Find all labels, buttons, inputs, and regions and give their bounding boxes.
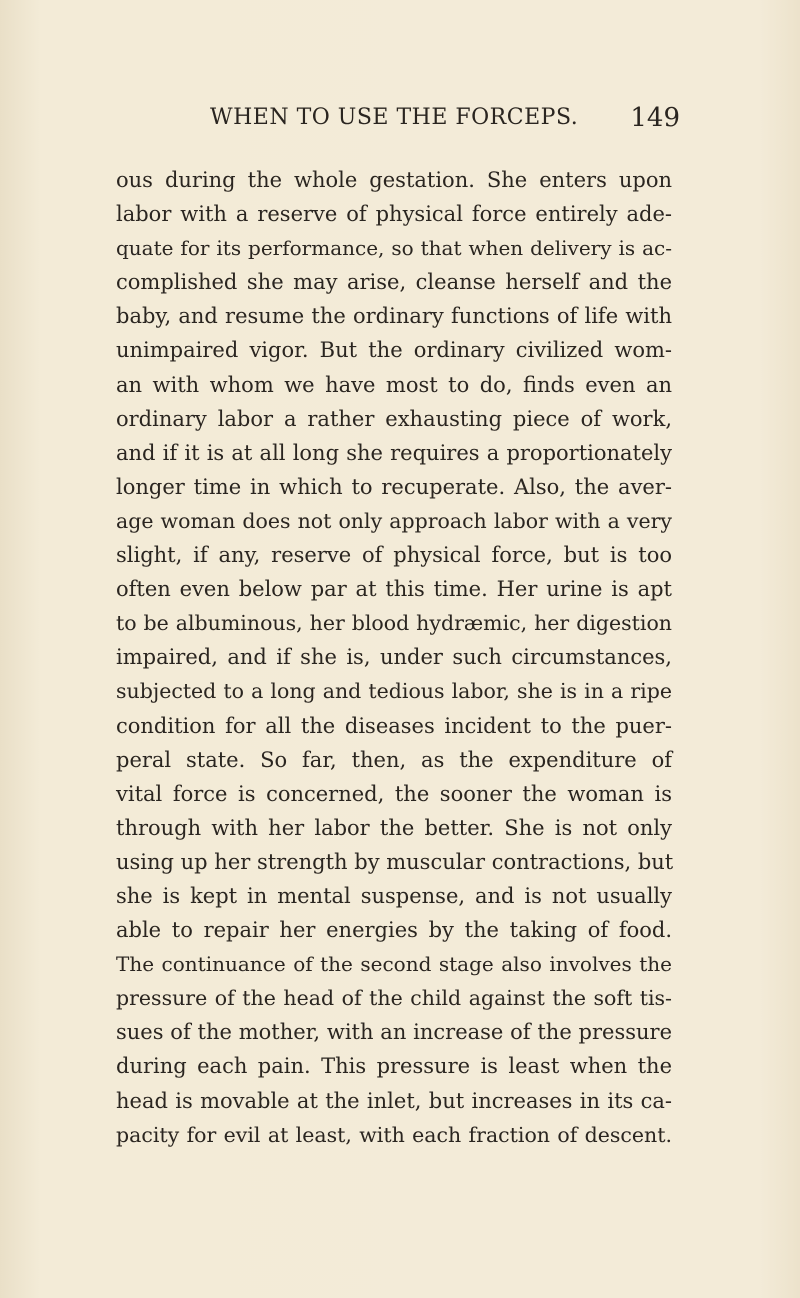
text-line: using up her strength by muscular contractions, but (116, 849, 674, 874)
text-line: pacity for evil at least, with each fraction of descent. (116, 1122, 672, 1147)
text-line: through with her labor the better. She is not only (116, 815, 672, 840)
text-line: an with whom we have most to do, finds even an (116, 372, 672, 397)
text-line: The continuance of the second stage also involves the (116, 952, 672, 977)
text-line: quate for its performance, so that when delivery is ac- (116, 236, 672, 261)
text-line: head is movable at the inlet, but increases in its ca- (116, 1088, 672, 1113)
text-line: condition for all the diseases incident to the puer- (116, 713, 672, 738)
running-head (60, 98, 680, 138)
text-line: longer time in which to recuperate. Also, the aver- (116, 474, 672, 499)
text-line: vital force is concerned, the sooner the woman is (116, 781, 672, 806)
text-line: during each pain. This pressure is least when the (116, 1054, 672, 1079)
text-line: to be albuminous, her blood hydræmic, her digestion (116, 611, 672, 636)
text-line: unimpaired vigor. But the ordinary civilized wom- (116, 338, 672, 363)
text-line: ous during the whole gestation. She enters upon (116, 168, 672, 192)
body-text (116, 163, 672, 1152)
text-line: labor with a reserve of physical force entirely ade- (116, 202, 672, 227)
text-line: complished she may arise, cleanse herself and the (116, 270, 672, 295)
text-line: peral state. So far, then, as the expenditure of (116, 747, 672, 772)
text-line: often even below par at this time. Her urine is apt (116, 577, 672, 602)
running-head-title: WHEN TO USE THE FORCEPS. (210, 105, 579, 130)
text-line: ordinary labor a rather exhausting piece of work, (116, 406, 672, 431)
text-line: able to repair her energies by the taking of food. (116, 918, 672, 943)
page-number: 149 (630, 103, 680, 133)
text-line: age woman does not only approach labor with a very (116, 508, 672, 533)
text-line: impaired, and if she is, under such circumstances, (116, 645, 672, 670)
text-line: and if it is at all long she requires a proportionately (116, 440, 672, 465)
text-line: pressure of the head of the child against the soft tis- (116, 986, 672, 1011)
text-line: slight, if any, reserve of physical force, but is too (116, 543, 672, 568)
text-line: subjected to a long and tedious labor, she is in a ripe (116, 679, 672, 704)
text-line: sues of the mother, with an increase of the pressure (116, 1020, 672, 1045)
text-line: she is kept in mental suspense, and is not usually (116, 883, 672, 908)
text-line: baby, and resume the ordinary functions of life with (116, 304, 672, 329)
